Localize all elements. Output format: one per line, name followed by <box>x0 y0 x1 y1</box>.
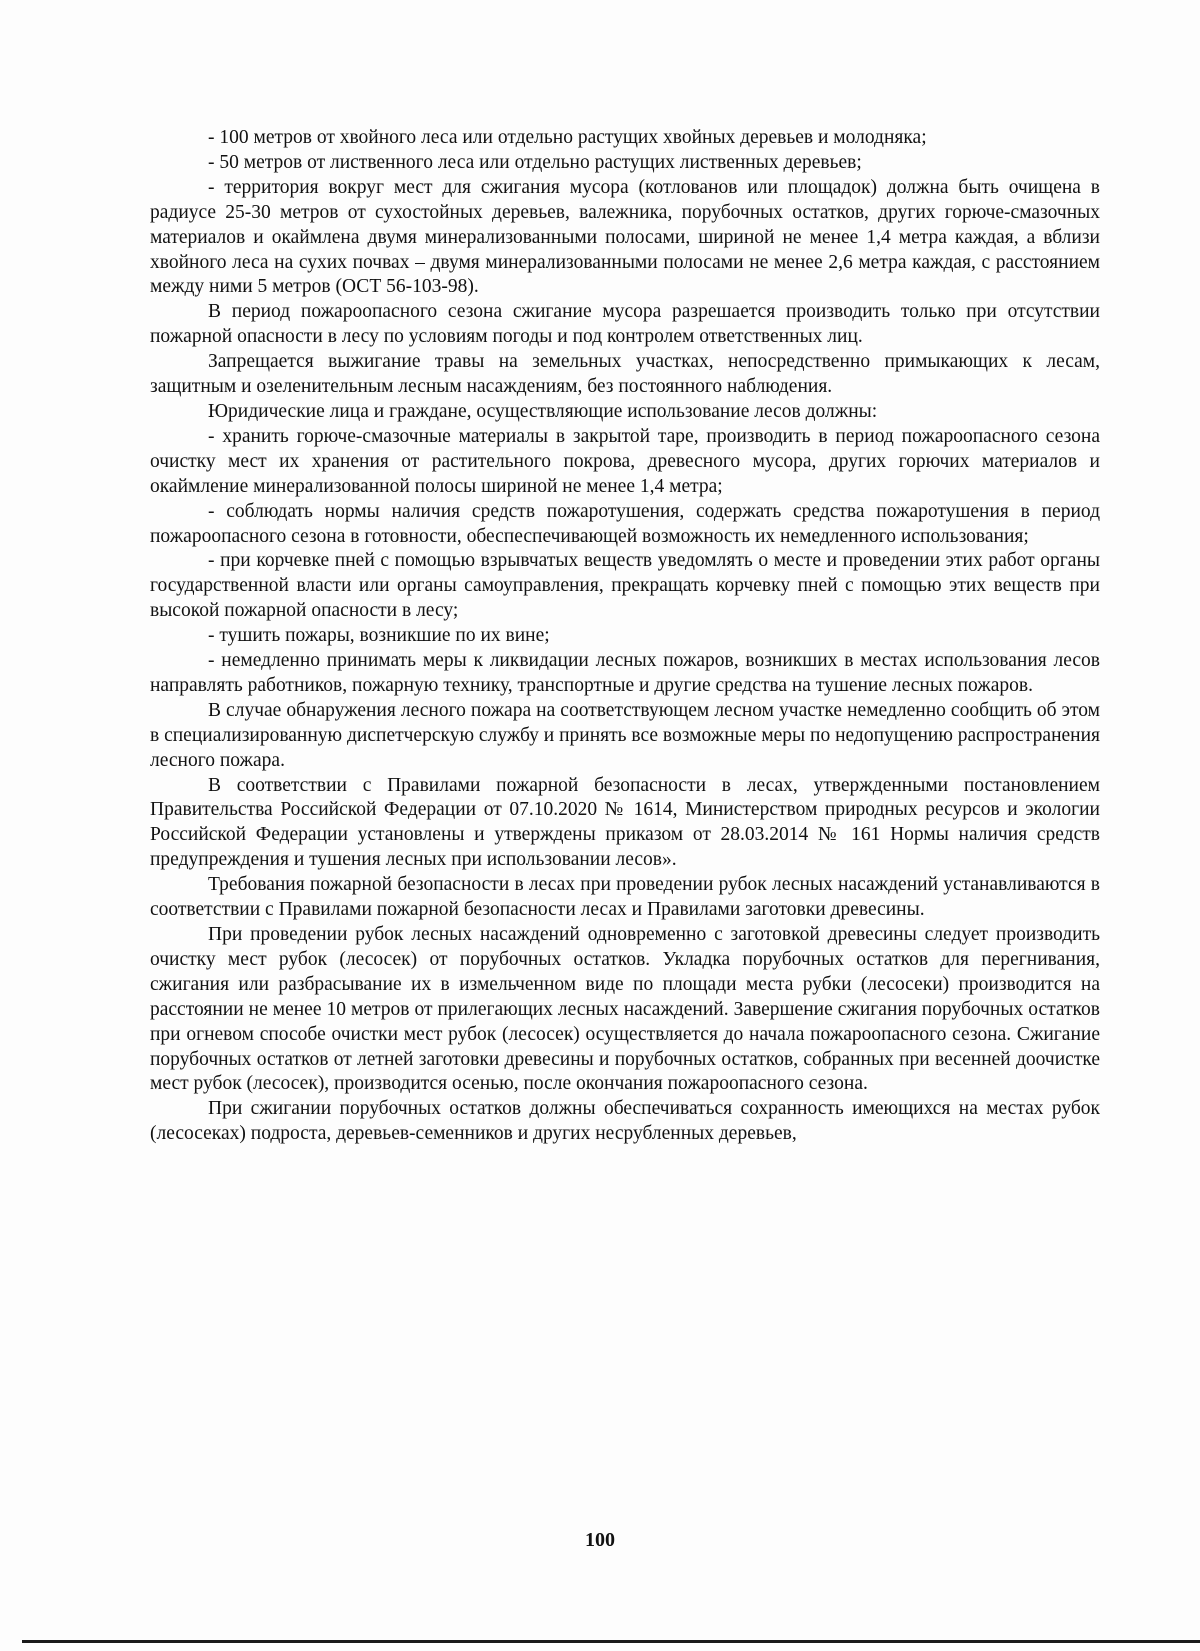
page-number: 100 <box>585 1529 615 1551</box>
body-text <box>150 126 1100 1147</box>
paragraph: В соответствии с Правилами пожарной безопасности в лесах, утвержденными постановлением Правительства Российской Федерации от 07.10.2020 № 1614, Министерством природных ресурсов и экологии Российской Федерации установлены и утверждены приказом от 28.03.2014 № 161 Нормы наличия средств предупреждения и тушения лесных при использовании лесов». <box>150 774 1100 871</box>
paragraph: - тушить пожары, возникшие по их вине; <box>208 625 550 647</box>
paragraph: - немедленно принимать меры к ликвидации лесных пожаров, возникших в местах использования лесов направлять работников, пожарную технику, транспортные и другие средства на тушение лесных пожаров. <box>150 650 1100 696</box>
paragraph: В случае обнаружения лесного пожара на соответствующем лесном участке немедленно сообщить об этом в специализированную диспетчерскую службу и принять все возможные меры по недопущению распространения лесного пожара. <box>150 699 1101 771</box>
paragraph: - соблюдать нормы наличия средств пожаротушения, содержать средства пожаротушения в период пожароопасного сезона в готовности, обеспеспечивающей возможность их немедленного использования; <box>150 500 1100 547</box>
paragraph: - 100 метров от хвойного леса или отдельно растущих хвойных деревьев и молодняка; <box>208 127 927 148</box>
paragraph: При сжигании порубочных остатков должны обеспечиваться сохранность имеющихся на местах рубок (лесосеках) подроста, деревьев-семенников и других несрубленных деревьев, <box>150 1098 1100 1145</box>
paragraph: Юридические лица и граждане, осуществляющие использование лесов должны: <box>208 400 878 422</box>
paragraph: В период пожароопасного сезона сжигание мусора разрешается производить только при отсутствии пожарной опасности в лесу по условиям погоды и под контролем ответственных лиц. <box>150 301 1100 348</box>
paragraph: Требования пожарной безопасности в лесах при проведении рубок лесных насаждений устанавливаются в соответствии с Правилами пожарной безопасности лесах и Правилами заготовки древесины. <box>150 874 1100 921</box>
paragraph: - 50 метров от лиственного леса или отдельно растущих лиственных деревьев; <box>208 151 862 173</box>
paragraph: Запрещается выжигание травы на земельных участках, непосредственно примыкающих к лесам, защитным и озеленительным лесным насаждениям, без постоянного наблюдения. <box>150 351 1100 398</box>
paragraph: - хранить горюче-смазочные материалы в закрытой таре, производить в период пожароопасного сезона очистку мест их хранения от растительного покрова, древесного мусора, других горючих материалов и окаймление минерализованной полосы шириной не менее 1,4 метра; <box>150 425 1100 497</box>
paragraph: - территория вокруг мест для сжигания мусора (котлованов или площадок) должна быть очищена в радиусе 25-30 метров от сухостойных деревьев, валежника, порубочных остатков, других горюче-смазочных материалов и окаймлена двумя минерализованными полосами, шириной не менее 1,4 метра каждая, а вблизи хвойного леса на сухих почвах – двумя минерализованными полосами не менее 2,6 метра каждая, с расстоянием между ними 5 метров (ОСТ 56-103-98). <box>150 176 1100 298</box>
paragraph: - при корчевке пней с помощью взрывчатых веществ уведомлять о месте и проведении этих работ органы государственной власти или органы самоуправления, прекращать корчевку пней с помощью этих веществ при высокой пожарной опасности в лесу; <box>150 550 1100 622</box>
bottom-rule <box>22 1640 1200 1643</box>
paragraph: При проведении рубок лесных насаждений одновременно с заготовкой древесины следует производить очистку мест рубок (лесосек) от порубочных остатков. Укладка порубочных остатков для перегнивания, сжигания или разбрасывание их в измельченном виде по площади места рубки (лесосеки) производится на расстоянии не менее 10 метров от прилегающих лесных насаждений. Завершение сжигания порубочных остатков при огневом способе очистки мест рубок (лесосек) осуществляется до начала пожароопасного сезона. Сжигание порубочных остатков от летней заготовки древесины и порубочных остатков, собранных при весенней доочистке мест рубок (лесосек), производится осенью, после окончания пожароопасного сезона. <box>150 924 1100 1095</box>
